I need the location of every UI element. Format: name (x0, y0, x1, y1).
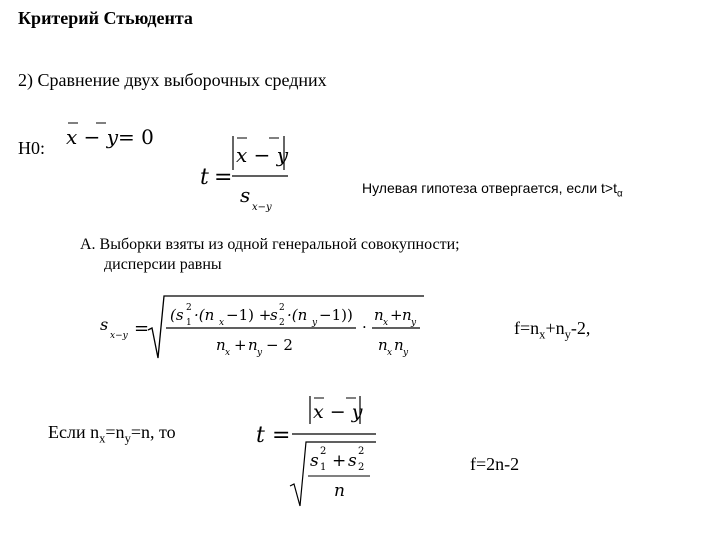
svg-text:1: 1 (186, 318, 192, 328)
svg-text:t: t (256, 423, 265, 448)
svg-text:y: y (312, 318, 318, 328)
slide-title: Критерий Стьюдента (18, 8, 193, 28)
svg-text:2: 2 (279, 318, 285, 328)
svg-text:s: s (100, 315, 109, 334)
svg-text:n: n (374, 306, 384, 324)
rejection-rule: Нулевая гипотеза отвергается, если $t>t_\alpha$ (362, 180, 623, 200)
section-subtitle: 2) Сравнение двух выборочных средних (18, 70, 327, 90)
svg-text:s: s (240, 183, 251, 207)
svg-text:= 0: = 0 (118, 125, 154, 149)
svg-text:n: n (216, 336, 226, 354)
svg-text:y: y (257, 348, 263, 358)
svg-text:+: + (332, 451, 347, 471)
svg-text:2: 2 (358, 462, 365, 473)
svg-text:(s: (s (170, 306, 184, 324)
svg-text:n: n (402, 306, 412, 324)
h0-label: H0: (18, 138, 45, 158)
svg-text:+: + (390, 306, 403, 324)
svg-text:n: n (248, 336, 258, 354)
svg-text:y: y (411, 318, 417, 328)
svg-text:x: x (219, 318, 225, 328)
degrees-of-freedom-general: $f=n_x+n_y-2$, (514, 318, 591, 342)
svg-text:−1) +: −1) + (226, 306, 272, 324)
h0-condition-formula (64, 116, 154, 152)
svg-text:·(n: ·(n (194, 306, 215, 324)
svg-text:−1)): −1)) (319, 306, 353, 324)
svg-text:+: + (234, 336, 247, 354)
svg-text:t: t (200, 165, 209, 190)
svg-text:=: = (214, 165, 233, 190)
t-statistic-formula (196, 128, 296, 218)
svg-text:n: n (394, 336, 404, 354)
svg-text:2: 2 (358, 446, 365, 457)
svg-text:− 2: − 2 (266, 336, 293, 354)
t-equal-n-formula (252, 390, 382, 510)
svg-text:x−y: x−y (252, 202, 272, 213)
svg-text:s: s (310, 451, 319, 471)
svg-text:=: = (272, 423, 291, 448)
svg-text:s: s (270, 306, 278, 324)
svg-text:x − y: x − y (313, 401, 363, 423)
svg-text:x: x (387, 348, 393, 358)
svg-text:2: 2 (186, 303, 192, 313)
svg-text:·: · (362, 318, 367, 336)
svg-text:s: s (348, 451, 357, 471)
equal-sample-size-condition: Если $n_x=n_y=n$, то (48, 422, 176, 446)
svg-text:x: x (383, 318, 389, 328)
pooled-standard-error-formula (98, 290, 438, 362)
svg-text:y: y (403, 348, 409, 358)
svg-text:n: n (378, 336, 388, 354)
svg-text:1: 1 (320, 462, 327, 473)
svg-text:2: 2 (320, 446, 327, 457)
section-a-title: А. Выборки взяты из одной генеральной совокупности; (80, 236, 460, 253)
svg-text:x − y: x − y (66, 125, 119, 149)
svg-text:x − y: x − y (236, 143, 289, 167)
svg-text:n: n (334, 481, 345, 501)
degrees-of-freedom-equal-n: f=2n-2 (470, 454, 520, 474)
svg-text:=: = (134, 318, 150, 339)
svg-text:·(n: ·(n (287, 306, 308, 324)
svg-text:x: x (225, 348, 231, 358)
svg-text:2: 2 (279, 303, 285, 313)
svg-text:x−y: x−y (110, 331, 128, 341)
section-a-condition: дисперсии равны (104, 256, 222, 273)
